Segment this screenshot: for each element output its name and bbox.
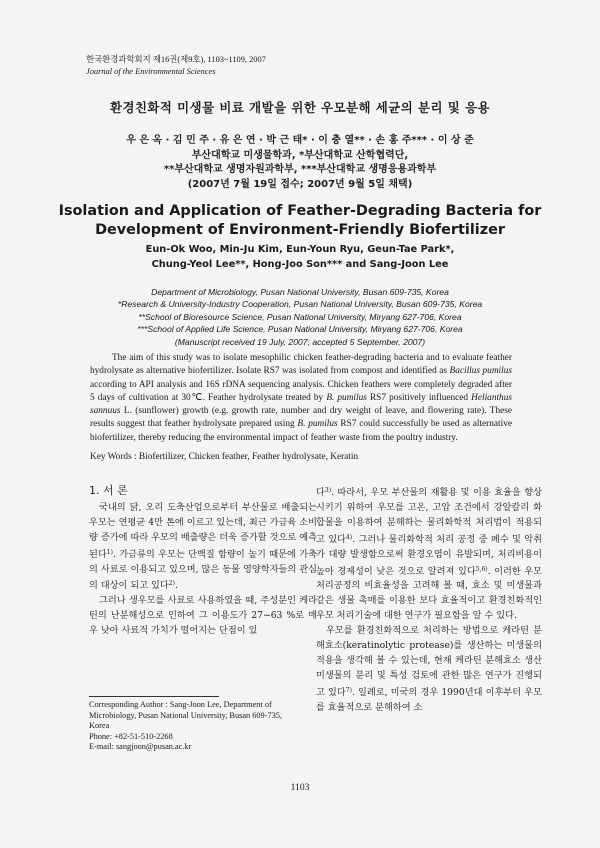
intro-paragraph-2-cont: [316, 484, 542, 624]
keywords: Key Words : Biofertilizer, Chicken feather, Feather hydrolysate, Keratin: [90, 452, 359, 462]
body-text: . 따라서, 우모 부산물의 재활용 및 이용 효율을 향상시키기 위하여 우모를 고온, 고압 조건에서 강알칼리 화합물을 이용하여 분해하는 물리화학적 처리법이 적용되고 있다: [316, 487, 542, 545]
corresponding-author-footnote: [89, 700, 304, 753]
intro-paragraph-1: [89, 501, 317, 594]
manuscript-dates: (Manuscript received 19 July, 2007; accepted 5 September, 2007): [174, 336, 426, 347]
korean-received: (2007년 7월 19일 접수; 2007년 9월 5일 채택): [187, 178, 413, 190]
footnote-phone: Phone: +82-51-510-2268: [89, 731, 173, 741]
journal-header: [86, 54, 266, 78]
body-text: 국내의 닭, 오리 도축산업으로부터 부산물로 배출되는 우모는 연평균 4만 톤에 이르고 있는데, 최근 가금육 소비량 증가에 따라 우모의 배출량은 더욱 증가할 것으로 예측된다: [89, 501, 317, 560]
body-text: . 이러한 우모 처리공정의 비효율성을 고려해 볼 때, 효소 및 미생물과 같은 생물 촉매를 이용한 보다 효율적이고 환경친화적인 우모 처리기술에 대한 연구가 필요함을 알 수 있다.: [316, 565, 542, 622]
affiliation-1: Department of Microbiology, Pusan National University, Busan 609-735, Korea: [151, 287, 449, 297]
body-text: . 그러나 물리화학적 처리 공정 중 폐수 및 악취가 대량 발생함으로써 환경오염이 유발되며, 처리비용이 높아 경제성이 낮은 것으로 알려져 있다: [316, 533, 543, 577]
citation-ref: 4): [346, 533, 353, 541]
citation-ref: 3): [324, 487, 332, 494]
body-text: .: [174, 580, 178, 592]
affiliation-4: ***School of Applied Life Science, Pusan National University, Miryang 627-706, Korea: [137, 324, 463, 335]
body-text: . 가금류의 우모는 단백질 함량이 높기 때문에 가축의 사료로 이용되고 있으며, 많은 동물 영양학자들의 관심의 대상이 되고 있다: [89, 548, 317, 592]
english-title-line-1: Isolation and Application of Feather-Degrading Bacteria for: [58, 203, 542, 219]
english-title: [0, 202, 600, 240]
species-name: Bacillus pumilus: [449, 366, 512, 377]
section-heading-introduction: 1. 서 론: [89, 484, 128, 497]
abstract-text: RS7 could successfully be used as alternative biofertilizer, thereby reducing the environmental impact of feather waste from the poultry industry.: [90, 419, 512, 443]
korean-title: 환경친화적 미생물 비료 개발을 위한 우모분해 세균의 분리 및 응용: [110, 100, 490, 115]
species-name: B. pumilus: [297, 419, 338, 430]
species-name: B. pumilus: [326, 392, 367, 403]
intro-paragraph-2: [89, 594, 317, 639]
footnote-email: E-mail: sangjoon@pusan.ac.kr: [89, 742, 192, 752]
footnote-line: Microbiology, Pusan National University, Busan 609-735,: [89, 710, 282, 720]
citation-ref: 7): [345, 686, 352, 694]
citation-ref: 1): [106, 548, 113, 556]
body-column-right: [316, 484, 542, 716]
korean-affiliation-2: **부산대학교 생명자원과학부, ***부산대학교 생명응용과학부: [163, 164, 437, 176]
footnote-line: Korea: [89, 721, 110, 731]
english-affiliations: [0, 286, 600, 348]
journal-name: Journal of the Environmental Sciences: [86, 67, 216, 76]
english-title-line-2: Development of Environment-Friendly Biofertilizer: [95, 222, 505, 238]
body-text: 우모를 환경친화적으로 처리하는 방법으로 케라틴 분해효소(keratinolytic protease)를 생산하는 미생물의 적용을 생각해 볼 수 있는데, 현재 케라틴 분해효소 생산 미생물의 분리 및 특성 검토에 관한 많은 연구가 진행되고 있다: [316, 625, 542, 698]
abstract-text: L. (sunflower) growth (e.g. growth rate, number and dry weight of leave, and flowering rate). These results suggest that feather hydrolysate prepared using: [90, 406, 512, 430]
body-column-left: [89, 484, 317, 639]
english-authors-line-2: Chung-Yeol Lee**, Hong-Joo Son*** and Sang-Joon Lee: [151, 258, 449, 270]
citation-ref: 5,6): [475, 565, 488, 573]
footnote-line: Corresponding Author : Sang-Joon Lee, Department of: [89, 700, 272, 709]
journal-citation: 한국환경과학회지 제16권(제9호), 1103~1109, 2007: [86, 55, 266, 64]
footnote-divider: [89, 696, 219, 697]
korean-affiliation-1: 부산대학교 미생물학과, *부산대학교 산학협력단,: [191, 149, 409, 161]
body-text: . 일례로, 미국의 경우 1990년대 이후부터 우모를 효율적으로 분해하여 소: [316, 686, 542, 713]
page-number: 1103: [290, 782, 310, 793]
abstract-text: RS7 positively influenced: [366, 392, 472, 403]
korean-author-block: [0, 134, 600, 192]
abstract-text: The aim of this study was to isolate mesophilic chicken feather-degrading bacteria and to evaluate feather hydrolysate as alternative biofertilizer. Isolate RS7 was isolated from compost and identified as: [90, 353, 512, 377]
citation-ref: 2): [168, 580, 175, 588]
affiliation-3: **School of Bioresource Science, Pusan National University, Miryang 627-706, Korea: [138, 311, 462, 322]
body-text: 다: [316, 487, 325, 498]
english-authors: [0, 243, 600, 272]
intro-paragraph-3: [316, 624, 542, 715]
species-name: Helianthus sannuus: [90, 392, 512, 417]
affiliation-2: *Research & University-Industry Cooperation, Pusan National University, Busan 609-735, Korea: [117, 299, 483, 310]
abstract: [90, 352, 512, 445]
abstract-text: according to API analysis and 16S rDNA sequencing analysis. Chicken feathers were completely degraded after 5 days of cultivation at 30℃. Feather hydrolysate treated by: [90, 379, 512, 403]
korean-authors: 우 은 옥 · 김 민 주 · 유 은 연 · 박 근 태* · 이 충 열** · 손 홍 주*** · 이 상 준: [126, 135, 474, 146]
english-authors-line-1: Eun-Ok Woo, Min-Ju Kim, Eun-Youn Ryu, Geun-Tae Park*,: [145, 244, 455, 255]
body-text: 그러나 생우모를 사료로 사용하였을 때, 주성분인 케라틴의 난분해성으로 인하여 그 이용도가 27~63 %로 매우 낮아 사료적 가치가 떨어지는 단점이 있: [89, 595, 317, 637]
